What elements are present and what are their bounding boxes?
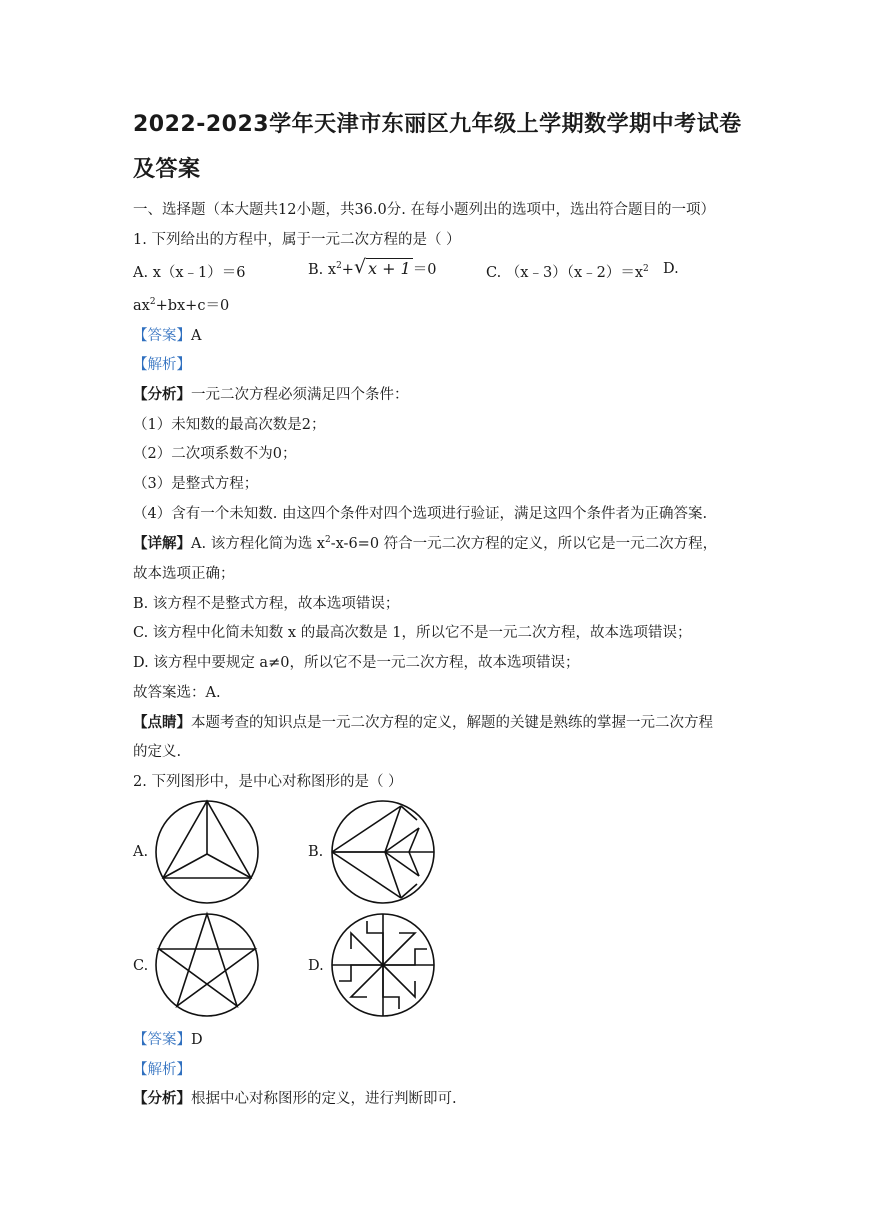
figure-c-circle-star — [153, 911, 261, 1019]
q1-detail-a-line2: 故本选项正确； — [133, 566, 235, 582]
sqrt-expression: √ x + 1 — [354, 259, 413, 278]
q1-condition-3: （3）是整式方程； — [133, 476, 259, 492]
figure-b-circle-arrows — [329, 798, 437, 906]
q1-condition-4: （4）含有一个未知数. 由这四个条件对四个选项进行验证，满足这四个条件者为正确答案. — [133, 506, 708, 522]
document-title-line2: 及答案 — [133, 157, 201, 182]
q1-comment: 【点睛】本题考查的知识点是一元二次方程的定义，解题的关键是熟练的掌握一元二次方程 — [133, 714, 713, 731]
section-heading: 一、选择题（本大题共12小题，共36.0分. 在每小题列出的选项中，选出符合题目的一项） — [133, 202, 715, 218]
q1-detail-d: D. 该方程中要规定 a≠0，所以它不是一元二次方程，故本选项错误； — [133, 655, 580, 671]
q1-option-b: B. $x^2+√$ x + 1 ＝0 — [308, 258, 436, 279]
q1-detail-a: 【详解】A. 该方程化简为选 $x^2-x-6=0$ 符合一元二次方程的定义，所以它是一元二次方程， — [133, 535, 718, 552]
q1-option-d-label: D. — [663, 261, 679, 277]
document-title-line1: 2022-2023学年天津市东丽区九年级上学期数学期中考试卷 — [133, 112, 742, 137]
q2-label-a: A. — [133, 844, 149, 860]
q1-fenxi: 【分析】一元二次方程必须满足四个条件： — [133, 386, 409, 403]
q1-analysis-tag: 【解析】 — [133, 357, 191, 373]
q2-label-d: D. — [308, 958, 324, 974]
q1-detail-b: B. 该方程不是整式方程，故本选项错误； — [133, 596, 400, 612]
q1-option-d: $ax^2+bx+c=0$ — [133, 297, 230, 314]
q2-stem: 2. 下列图形中，是中心对称图形的是（ ） — [133, 774, 403, 790]
q1-stem: 1. 下列给出的方程中，属于一元二次方程的是（ ） — [133, 232, 461, 248]
q1-option-a: A. x（x﹣1）＝6 — [133, 265, 246, 281]
q1-detail-c: C. 该方程中化简未知数 x 的最高次数是 1，所以它不是一元二次方程，故本选项错误； — [133, 625, 692, 641]
q2-label-b: B. — [308, 844, 324, 860]
q1-comment-line2: 的定义. — [133, 744, 182, 760]
q1-answer: 【答案】A — [133, 328, 202, 344]
q2-fenxi: 【分析】根据中心对称图形的定义，进行判断即可. — [133, 1090, 457, 1107]
q2-analysis-tag: 【解析】 — [133, 1062, 191, 1078]
q1-option-c: C. $(x﹣3)(x﹣2)=x^2$ — [486, 264, 649, 281]
figure-d-circle-pinwheel — [329, 911, 437, 1019]
q2-answer: 【答案】D — [133, 1032, 203, 1048]
q1-condition-2: （2）二次项系数不为0； — [133, 446, 297, 462]
figure-a-circle-triangle — [153, 798, 261, 906]
q1-conclusion: 故答案选：A. — [133, 685, 221, 701]
q2-label-c: C. — [133, 958, 149, 974]
q1-condition-1: （1）未知数的最高次数是2； — [133, 417, 326, 433]
